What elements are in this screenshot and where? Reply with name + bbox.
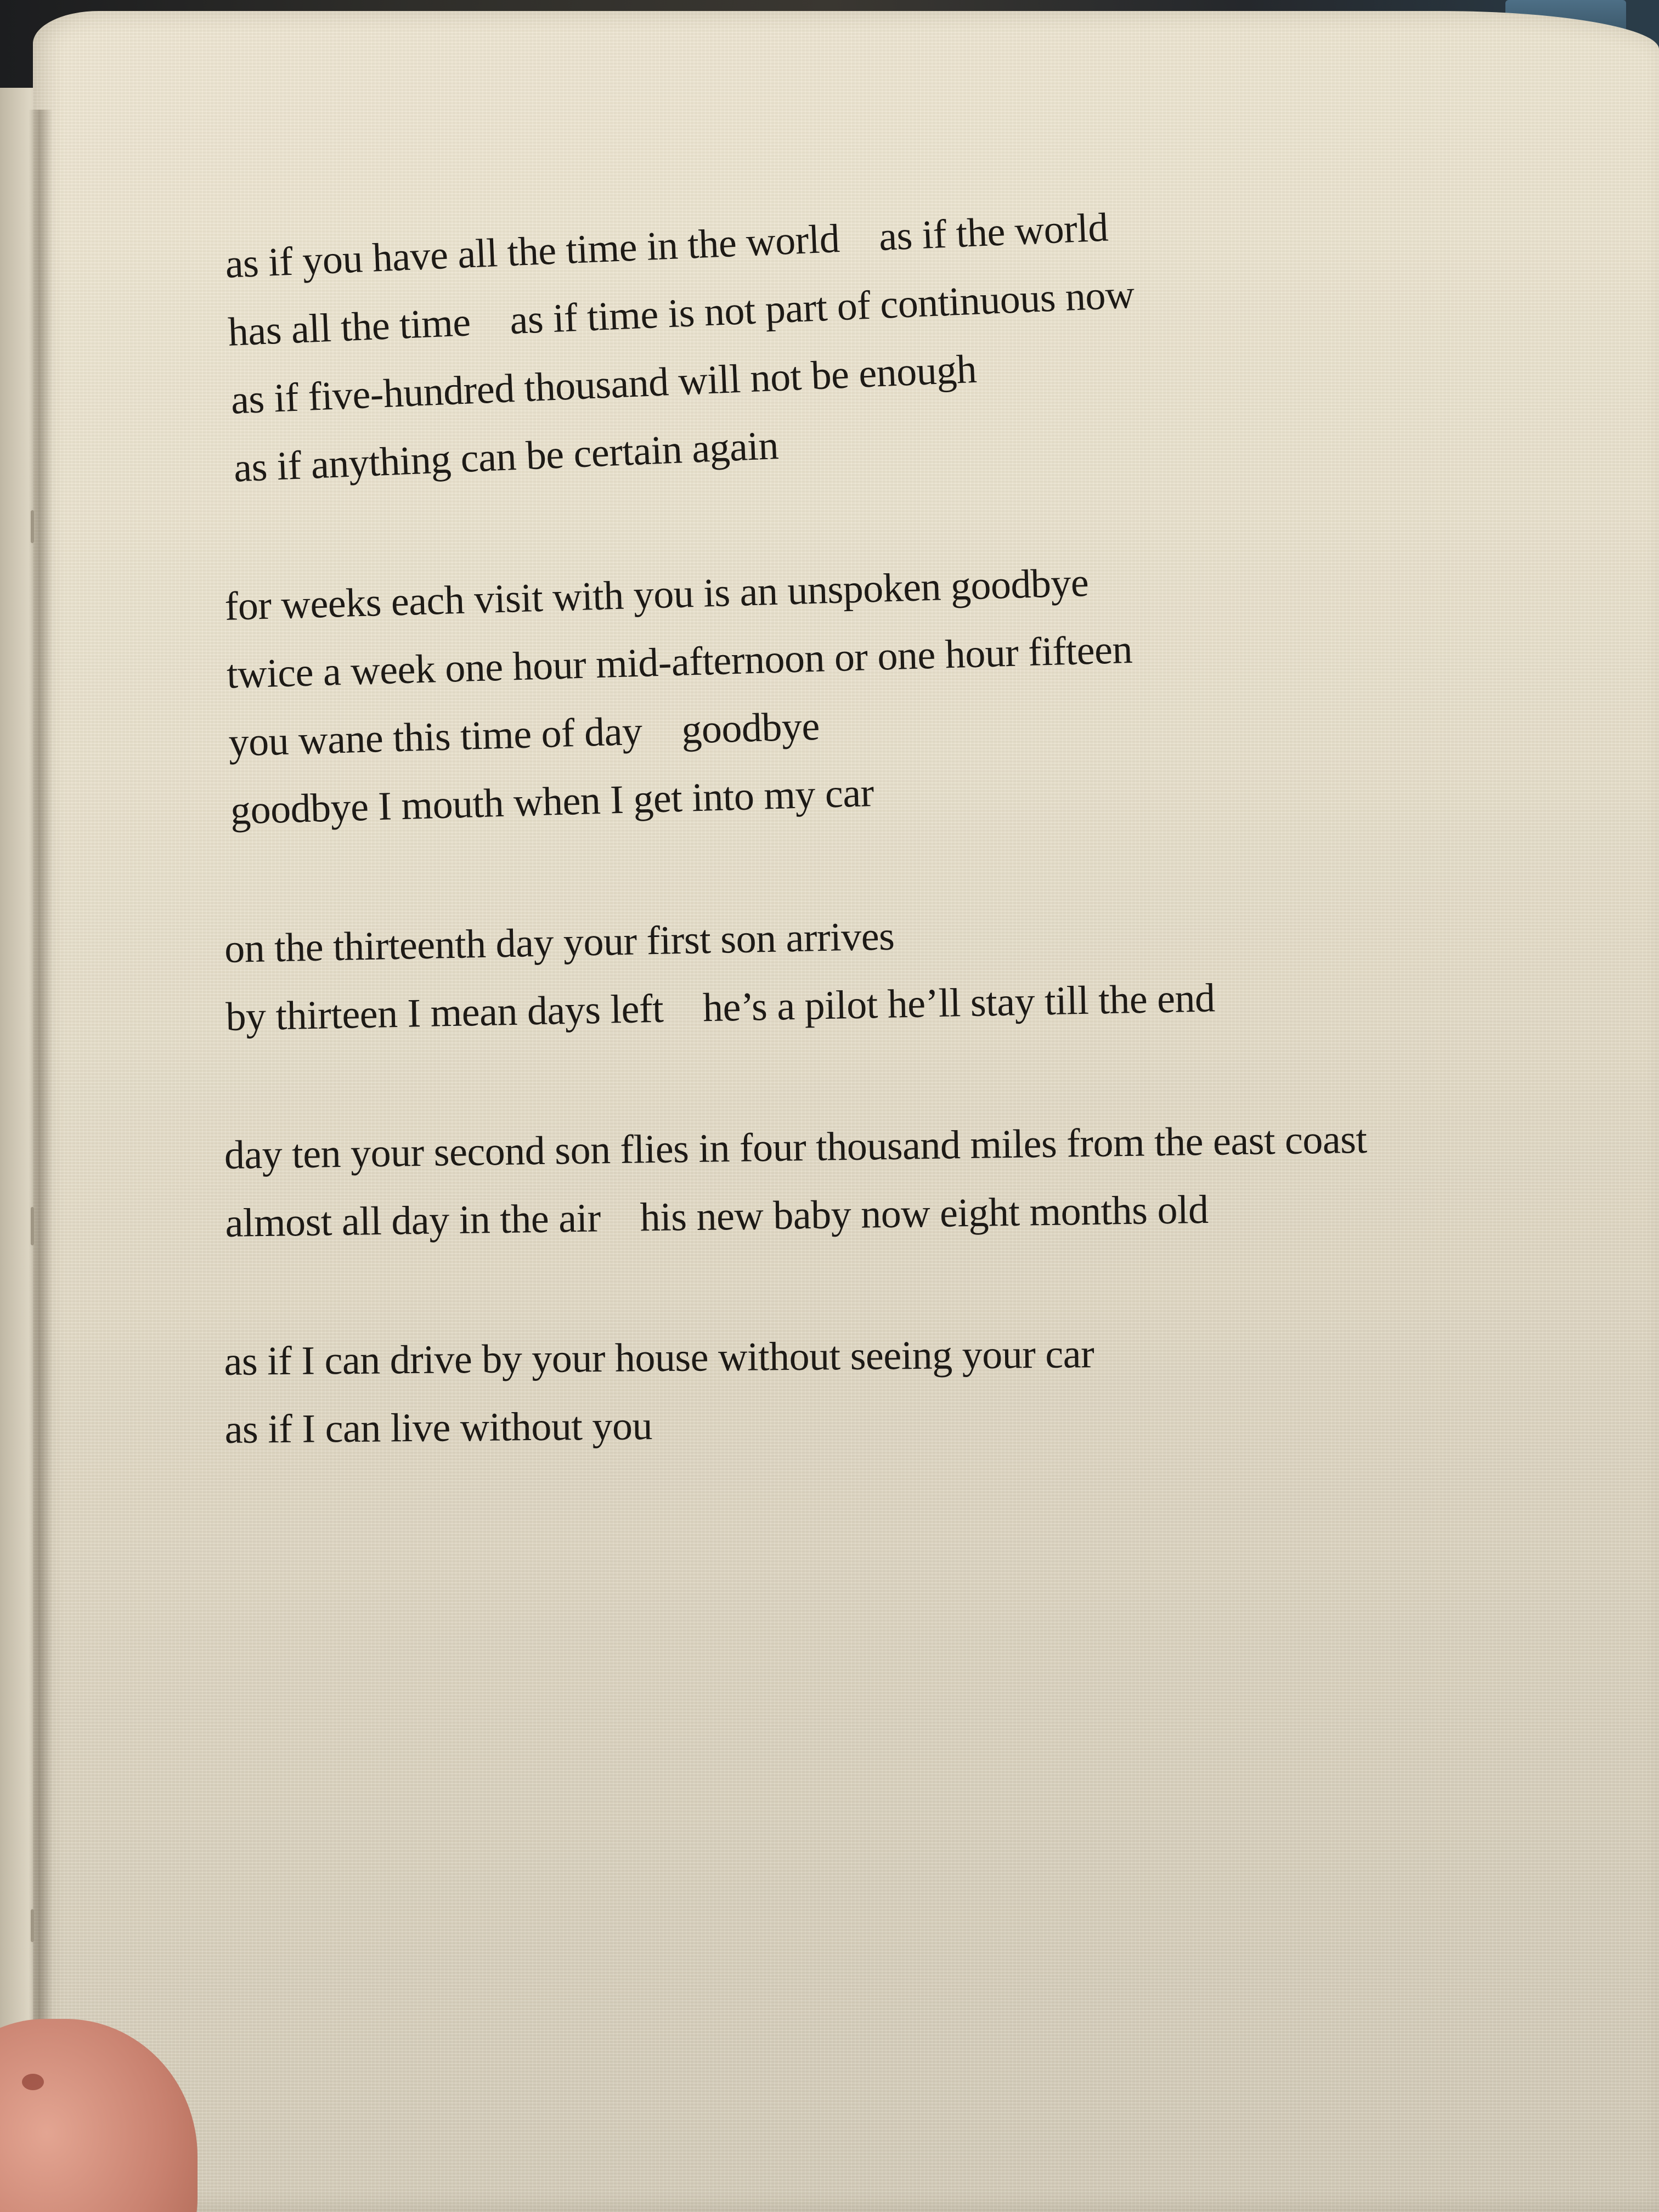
binding-shadow	[29, 110, 53, 2212]
binding-stitch	[31, 1909, 34, 1942]
binding-stitch	[31, 1207, 34, 1245]
poem-line: goodbye I mouth when I get into my car	[229, 770, 874, 833]
poem-line: as if anything can be certain again	[233, 423, 780, 491]
book-page	[33, 11, 1659, 2212]
poem-line: by thirteen I mean days left he’s a pilot he’ll stay till the end	[225, 975, 1216, 1040]
poem-line: on the thirteenth day your first son arrives	[224, 913, 895, 972]
binding-stitch	[31, 510, 34, 543]
stanza-3	[224, 891, 1488, 1051]
stanza-2	[224, 538, 1493, 845]
stanza-5	[224, 1317, 1487, 1464]
stanza-4	[224, 1104, 1487, 1257]
poem-line: twice a week one hour mid-afternoon or one hour fifteen	[226, 627, 1133, 697]
poem-line: you wane this time of day goodbye	[228, 703, 820, 765]
poem-line: for weeks each visit with you is an unspoken goodbye	[224, 560, 1090, 629]
thumb-mark	[22, 2074, 44, 2090]
poem-line: as if I can live without you	[224, 1403, 653, 1452]
poem-line: has all the time as if time is not part of continuous now	[227, 272, 1136, 355]
poem-text	[224, 205, 1486, 1534]
poem-line: as if five-hundred thousand will not be enough	[230, 346, 978, 423]
poem-line: day ten your second son flies in four thousand miles from the east coast	[224, 1116, 1368, 1178]
stanza-1	[224, 178, 1496, 503]
poem-line: as if you have all the time in the world as if the world	[224, 205, 1109, 287]
poem-line: almost all day in the air his new baby now eight months old	[225, 1187, 1209, 1246]
poem-line: as if I can drive by your house without seeing your car	[224, 1331, 1094, 1384]
